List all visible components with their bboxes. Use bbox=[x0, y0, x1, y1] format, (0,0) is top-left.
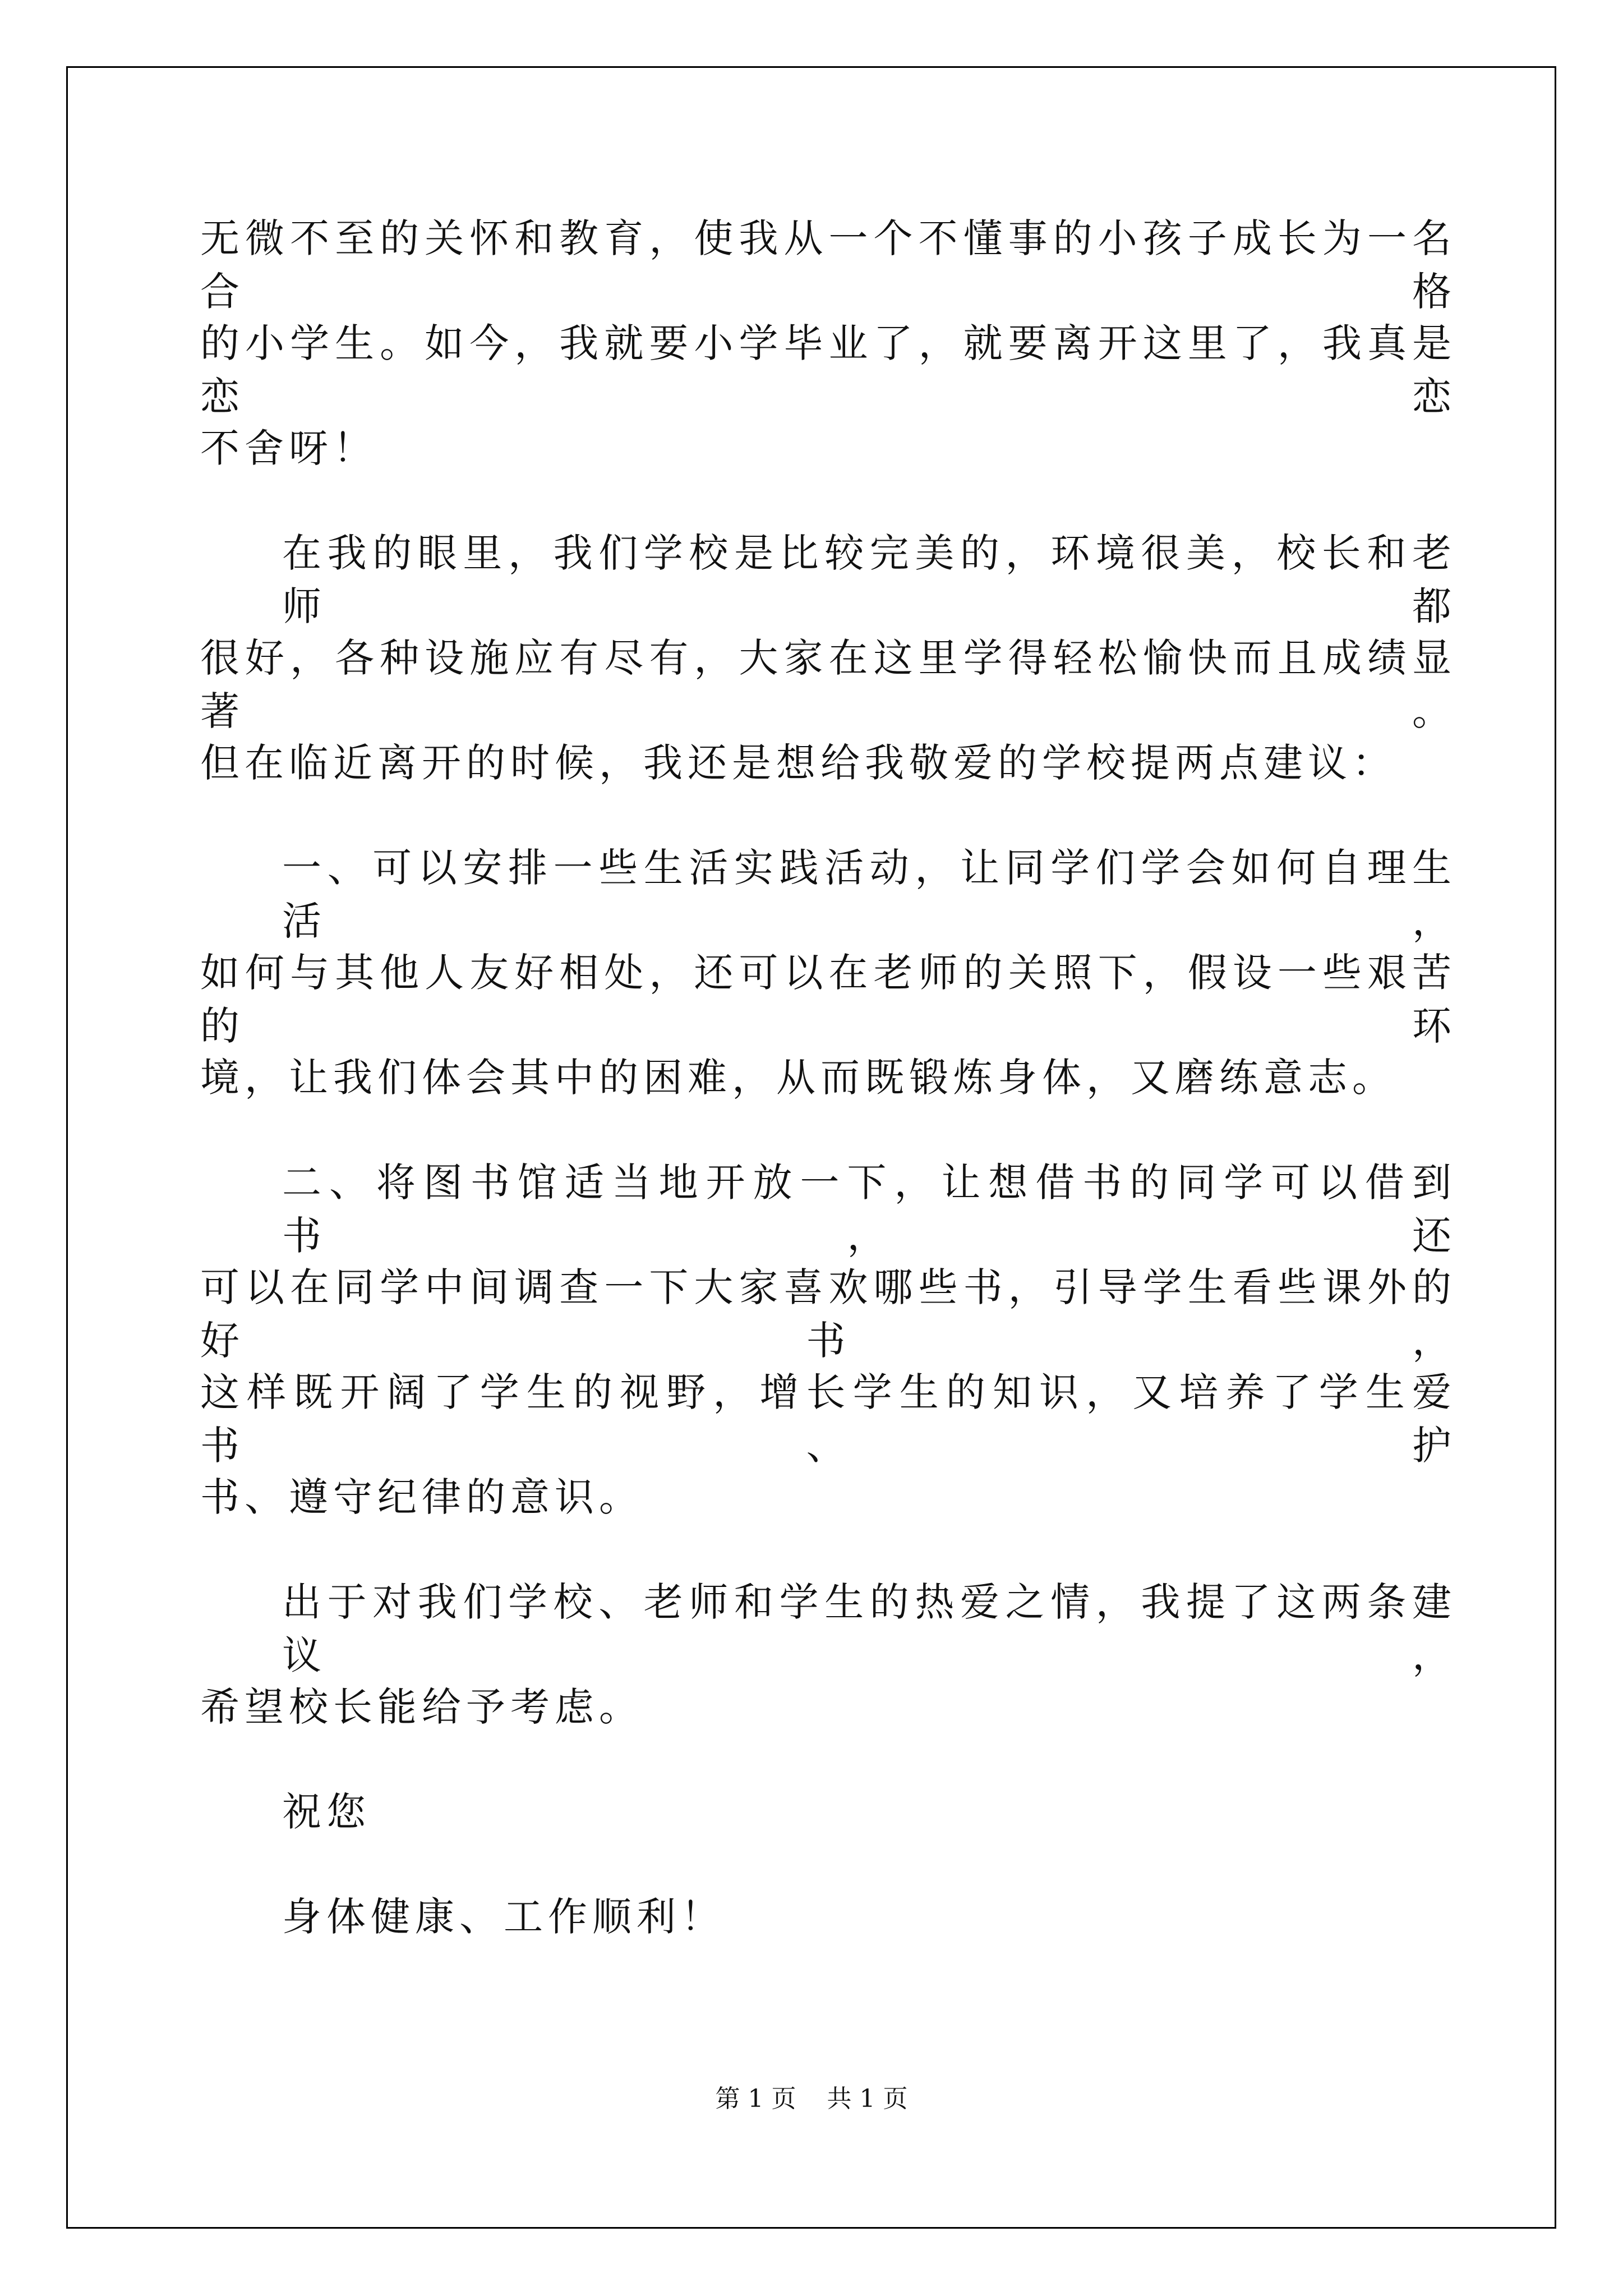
closing-salutation bbox=[200, 1786, 1456, 1839]
text-line: 这样既开阔了学生的视野，增长学生的知识，又培养了学生爱书、护 bbox=[200, 1369, 1456, 1469]
text-line: 出于对我们学校、老师和学生的热爱之情，我提了这两条建议， bbox=[282, 1579, 1456, 1678]
paragraph-5 bbox=[200, 1576, 1456, 1734]
closing-wish bbox=[200, 1890, 1456, 1944]
text-line: 如何与其他人友好相处，还可以在老师的关照下，假设一些艰苦的环 bbox=[200, 950, 1456, 1049]
text-line: 祝您 bbox=[282, 1789, 371, 1835]
text-line: 在我的眼里，我们学校是比较完美的，环境很美，校长和老师都 bbox=[282, 530, 1456, 629]
paragraph-1 bbox=[200, 212, 1456, 475]
text-line: 一、可以安排一些生活实践活动，让同学们学会如何自理生活， bbox=[282, 845, 1456, 944]
text-line: 身体健康、工作顺利！ bbox=[282, 1894, 725, 1940]
text-line: 但在临近离开的时候，我还是想给我敬爱的学校提两点建议： bbox=[200, 740, 1396, 786]
text-line: 二、将图书馆适当地开放一下，让想借书的同学可以借到书，还 bbox=[282, 1159, 1456, 1259]
text-line: 书、遵守纪律的意识。 bbox=[200, 1474, 643, 1520]
text-line: 希望校长能给予考虑。 bbox=[200, 1684, 643, 1730]
text-line: 境，让我们体会其中的困难，从而既锻炼身体，又磨练意志。 bbox=[200, 1055, 1396, 1101]
page-total: 共 1 页 bbox=[827, 2085, 908, 2113]
text-line: 可以在同学中间调查一下大家喜欢哪些书，引导学生看些课外的好书， bbox=[200, 1264, 1456, 1364]
text-line: 很好，各种设施应有尽有，大家在这里学得轻松愉快而且成绩显著。 bbox=[200, 635, 1456, 734]
paragraph-4 bbox=[200, 1156, 1456, 1524]
page-number: 第 1 页 bbox=[715, 2085, 796, 2113]
paragraph-3 bbox=[200, 841, 1456, 1105]
paragraph-2 bbox=[200, 527, 1456, 790]
text-line: 不舍呀！ bbox=[200, 425, 377, 471]
page-footer bbox=[0, 2078, 1623, 2114]
text-line: 无微不至的关怀和教育，使我从一个不懂事的小孩子成长为一名合格 bbox=[200, 215, 1456, 315]
text-line: 的小学生。如今，我就要小学毕业了，就要离开这里了，我真是恋恋 bbox=[200, 320, 1456, 420]
letter-body bbox=[200, 212, 1456, 1995]
